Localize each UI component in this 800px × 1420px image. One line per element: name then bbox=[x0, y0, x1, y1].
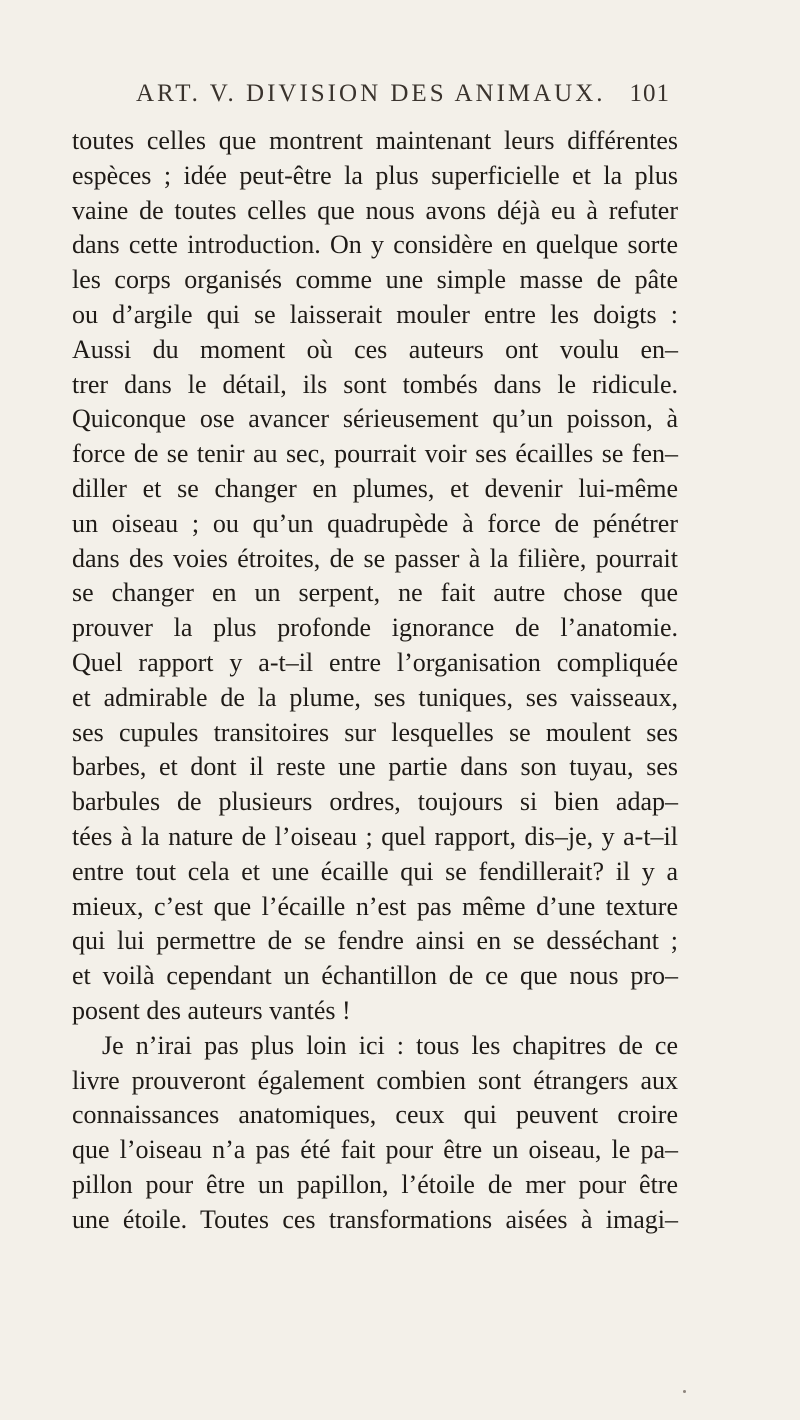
text-line: et voilà cependant un échantillon de ce que nous pro– bbox=[72, 961, 678, 991]
text-line: barbules de plusieurs ordres, toujours si bien adap– bbox=[72, 787, 678, 817]
text-line: Aussi du moment où ces auteurs ont voulu en– bbox=[72, 334, 678, 364]
running-head-title: ART. V. DIVISION DES ANIMAUX. bbox=[136, 80, 606, 107]
text-line: Quiconque ose avancer sérieusement qu’un poisson, à bbox=[72, 404, 678, 434]
text-line: un oiseau ; ou qu’un quadrupède à force de pénétrer bbox=[72, 508, 678, 538]
text-line: se changer en un serpent, ne fait autre chose que bbox=[72, 578, 678, 608]
text-line: les corps organisés comme une simple masse de pâte bbox=[72, 265, 678, 295]
text-line: qui lui permettre de se fendre ainsi en se desséchant ; bbox=[72, 926, 678, 956]
text-line: une étoile. Toutes ces transformations aisées à imagi– bbox=[72, 1204, 678, 1234]
text-line: livre prouveront également combien sont étrangers aux bbox=[72, 1065, 678, 1095]
text-line: force de se tenir au sec, pourrait voir ses écailles se fen– bbox=[72, 439, 678, 469]
paragraph-end-line: posent des auteurs vantés ! bbox=[72, 995, 351, 1025]
page-number: 101 bbox=[629, 80, 670, 107]
paragraph-start-line: Je n’irai pas plus loin ici : tous les chapitres de ce bbox=[102, 1030, 678, 1060]
text-line: ou d’argile qui se laisserait mouler entre les doigts : bbox=[72, 299, 678, 329]
text-line: trer dans le détail, ils sont tombés dans le ridicule. bbox=[72, 369, 678, 399]
text-line: que l’oiseau n’a pas été fait pour être un oiseau, le pa– bbox=[72, 1135, 678, 1165]
text-line: dans des voies étroites, de se passer à la filière, pourrait bbox=[72, 543, 678, 573]
running-head bbox=[136, 80, 670, 114]
text-line: mieux, c’est que l’écaille n’est pas même d’une texture bbox=[72, 891, 678, 921]
text-line: entre tout cela et une écaille qui se fendillerait? il y a bbox=[72, 856, 678, 886]
text-line: dans cette introduction. On y considère en quelque sorte bbox=[72, 230, 678, 260]
text-line: toutes celles que montrent maintenant leurs différentes bbox=[72, 126, 678, 155]
text-line: tées à la nature de l’oiseau ; quel rapport, dis–je, y a-t–il bbox=[72, 821, 678, 851]
text-line: et admirable de la plume, ses tuniques, ses vaisseaux, bbox=[72, 682, 678, 712]
body-text bbox=[72, 124, 678, 1238]
text-line: prouver la plus profonde ignorance de l’anatomie. bbox=[72, 613, 678, 643]
text-line: pillon pour être un papillon, l’étoile de mer pour être bbox=[72, 1169, 678, 1199]
text-line: barbes, et dont il reste une partie dans son tuyau, ses bbox=[72, 752, 678, 782]
text-line: diller et se changer en plumes, et devenir lui-même bbox=[72, 473, 678, 503]
text-line: Quel rapport y a-t–il entre l’organisation compliquée bbox=[72, 647, 678, 677]
text-line: connaissances anatomiques, ceux qui peuvent croire bbox=[72, 1100, 678, 1130]
text-line: vaine de toutes celles que nous avons déjà eu à refuter bbox=[72, 195, 678, 225]
page-speck-mark bbox=[683, 1390, 686, 1393]
text-line: ses cupules transitoires sur lesquelles se moulent ses bbox=[72, 717, 678, 747]
text-line: espèces ; idée peut-être la plus superficielle et la plus bbox=[72, 160, 678, 190]
